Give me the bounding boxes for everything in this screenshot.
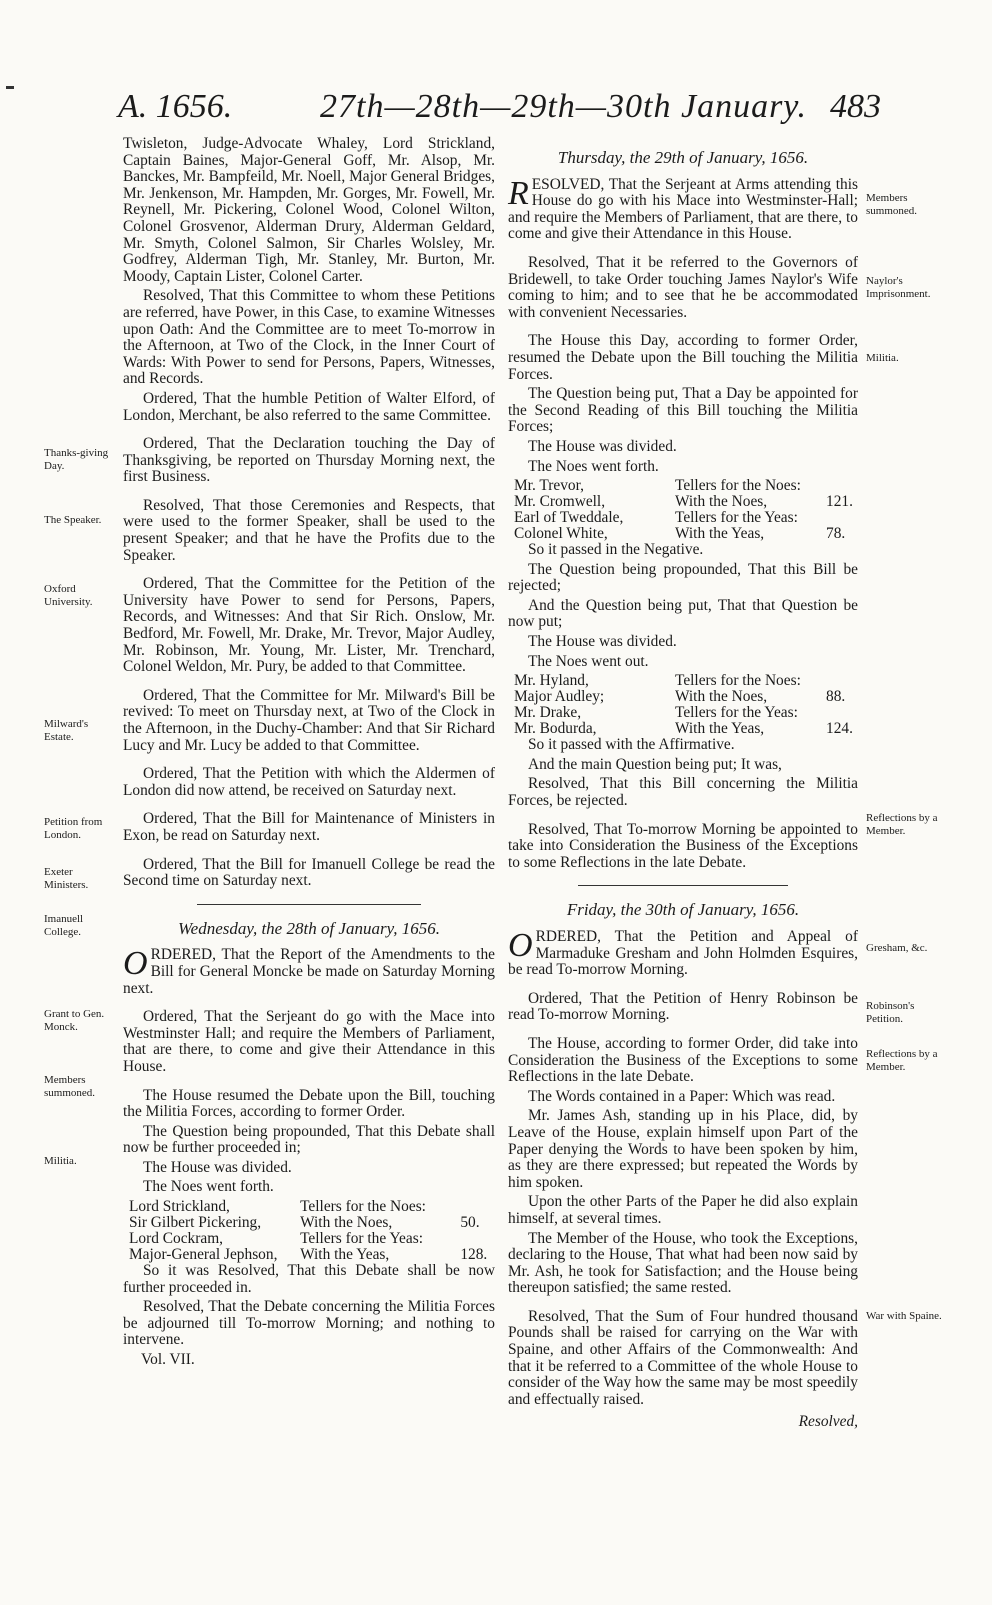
division-table [514, 478, 864, 542]
division-count [456, 1231, 501, 1247]
house-divided: The House was divided. [143, 1158, 292, 1176]
noes-went-forth: The Noes went forth. [528, 457, 659, 475]
division-row [514, 526, 864, 542]
margin-note-imanuell: Imanuell College. [44, 913, 84, 938]
section-divider [578, 885, 788, 886]
resolution-speaker: Resolved, That those Ceremonies and Respects, that were used to the former Speaker, shall be used to the present Speaker; and that he have the Profits due to the Speaker. [123, 496, 495, 564]
drop-cap: O [508, 927, 533, 964]
resolution-witnesses: Resolved, That this Committee to whom these Petitions are referred, have Power, in this Case, to examine Witnesses upon Oath: And the Committee are to meet To-morrow in the Afternoon, at Two of the Clock, in the Inner Court of Wards: With Power to send for Persons, Papers, Witnesses, and Records. [123, 287, 495, 388]
division-count: 78. [826, 525, 846, 543]
order-moncke-report: RDERED, That the Report of the Amendments to the Bill for General Moncke be made on Saturday Morning next. [123, 946, 495, 997]
teller-name: Sir Gilbert Pickering, [129, 1214, 262, 1232]
margin-note-gresham: Gresham, &c. [866, 942, 928, 954]
division-count [822, 510, 864, 526]
margin-note-exeter: Exeter Ministers. [44, 866, 89, 891]
order-elford-petition: Ordered, That the humble Petition of Walter Elford, of London, Merchant, be also referred to the same Committee. [123, 389, 495, 424]
margin-note-war-spaine: War with Spaine. [866, 1310, 942, 1322]
order-serjeant-mace: Ordered, That the Serjeant do go with the Mace into Westminster Hall; and require the Members of Parliament, that are there, to come and give their Attendance in this House. [123, 1008, 495, 1075]
margin-note-monck: Grant to Gen. Monck. [44, 1008, 105, 1033]
teller-name: Mr. Bodurda, [514, 720, 597, 738]
teller-role: Tellers for the Yeas: [300, 1230, 423, 1248]
margin-note-members: Members summoned. [44, 1074, 96, 1099]
header-year: A. 1656. [118, 88, 233, 125]
left-column [123, 136, 495, 1372]
teller-role: With the Yeas, [675, 525, 765, 543]
page-header [0, 88, 992, 138]
drop-cap: R [508, 174, 529, 212]
margin-note-robinson: Robinson's Petition. [866, 1000, 915, 1025]
teller-name: Lord Cockram, [129, 1230, 224, 1248]
margin-note-petition-london: Petition from London. [44, 816, 103, 841]
noes-went-forth: The Noes went forth. [143, 1178, 274, 1196]
division-count [822, 705, 864, 721]
margin-note-oxford: Oxford University. [44, 583, 93, 608]
member-satisfied: The Member of the House, who took the Exceptions, declaring to the House, That what had been now said by Mr. Ash, he took for Satisfaction; and the House being thereupon satisfied; the same rested. [508, 1229, 858, 1297]
teller-name: Mr. Cromwell, [514, 493, 606, 511]
order-thanksgiving: Ordered, That the Declaration touching the Day of Thanksgiving, be reported on Thursday Morning next, the first Business. [123, 435, 495, 486]
volume-footer: Vol. VII. [141, 1351, 195, 1369]
noes-went-out: The Noes went out. [528, 652, 649, 670]
right-column [508, 150, 858, 1431]
teller-role: Tellers for the Noes: [675, 672, 801, 690]
division-row [514, 478, 864, 494]
division-row [129, 1215, 501, 1231]
resolution-serjeant-mace: ESOLVED, That the Serjeant at Arms attending this House do go with his Mace into Westminster-Hall; and require the Members of Parliament, that are there, to come and give their Attendance in this House. [508, 175, 858, 243]
teller-name: Major Audley; [514, 688, 605, 706]
ash-explanation: Mr. James Ash, standing up in his Place, did, by Leave of the House, explain himself upon Part of the Paper denying the Words to have been spoken by him, as they are there expressed; but repeated the Words by him spoken. [508, 1107, 858, 1191]
resolution-naylor: Resolved, That it be referred to the Governors of Bridewell, to take Order touching James Naylor's Wife coming to him; and to see that he be accommodated with convenient Necessaries. [508, 253, 858, 321]
division-row [129, 1231, 501, 1247]
division-count: 128. [460, 1246, 488, 1264]
division-count [822, 673, 864, 689]
teller-role: With the Yeas, [300, 1246, 390, 1264]
division-count [822, 478, 864, 494]
teller-role: With the Noes, [675, 493, 768, 511]
margin-note-thanksgiving: Thanks-giving Day. [44, 447, 109, 472]
teller-name: Lord Strickland, [129, 1198, 230, 1216]
question-now-put: And the Question being put, That that Question be now put; [508, 596, 858, 631]
question-second-reading: The Question being put, That a Day be appointed for the Second Reading of this Bill touching the Militia Forces; [508, 385, 858, 436]
margin-note-naylor: Naylor's Imprisonment. [866, 275, 931, 300]
division-count: 124. [826, 720, 853, 738]
division-row [514, 510, 864, 526]
militia-question: The Question being propounded, That this Debate shall now be further proceeded in; [123, 1122, 495, 1157]
words-in-paper: The Words contained in a Paper: Which was read. [528, 1087, 836, 1105]
division-row [514, 673, 864, 689]
margin-note-militia-right: Militia. [866, 352, 899, 364]
order-oxford-university: Ordered, That the Committee for the Petition of the University have Power to send for Persons, Papers, Records, and Witnesses: And that Sir Rich. Onslow, Mr. Bedford, Mr. Fowell, Mr. Drake, Mr. Trevor, Major Audley, Mr. Robinson, Mr. Young, Mr. Lister, Mr. Trenchard, Colonel Weldon, Mr. Pury, be added to that Committee. [123, 575, 495, 676]
house-divided: The House was divided. [528, 633, 677, 651]
division-table [129, 1199, 501, 1263]
teller-name: Major-General Jephson, [129, 1246, 278, 1264]
heading-friday: Friday, the 30th of January, 1656. [566, 900, 800, 920]
margin-note-speaker: The Speaker. [44, 514, 102, 526]
house-divided: The House was divided. [528, 437, 677, 455]
section-divider [197, 904, 420, 905]
division-count: 121. [826, 493, 853, 511]
division-count: 50. [460, 1214, 480, 1232]
division-row [514, 721, 864, 737]
division-row [514, 494, 864, 510]
margin-note-militia: Militia. [44, 1155, 77, 1167]
order-robinson-petition: Ordered, That the Petition of Henry Robinson be read To-morrow Morning. [508, 989, 858, 1024]
division-count [456, 1199, 501, 1215]
teller-role: Tellers for the Yeas: [675, 509, 798, 527]
teller-name: Colonel White, [514, 525, 608, 543]
heading-thursday: Thursday, the 29th of January, 1656. [557, 148, 809, 167]
order-imanuell-college: Ordered, That the Bill for Imanuell College be read the Second time on Saturday next. [123, 855, 495, 890]
division-row [129, 1199, 501, 1215]
teller-name: Mr. Hyland, [514, 672, 589, 690]
militia-debate-resumed: The House this Day, according to former Order, resumed the Debate upon the Bill touching the Militia Forces. [508, 332, 858, 383]
teller-name: Mr. Drake, [514, 704, 582, 722]
teller-role: With the Yeas, [675, 720, 765, 738]
division-table [514, 673, 864, 737]
order-exon-ministers: Ordered, That the Bill for Maintenance of Ministers in Exon, be read on Saturday next. [123, 810, 495, 844]
ash-further: Upon the other Parts of the Paper he did also explain himself, at several times. [508, 1193, 858, 1227]
main-question-put: And the main Question being put; It was, [528, 755, 782, 773]
resolution-reflections: Resolved, That To-morrow Morning be appointed to take into Consideration the Business of the Exceptions to some Reflections in the late Debate. [508, 820, 858, 871]
margin-note-reflections-2: Reflections by a Member. [866, 1048, 938, 1073]
division-row [129, 1247, 501, 1263]
teller-name: Earl of Tweddale, [514, 509, 624, 527]
passed-negative: So it passed in the Negative. [528, 541, 704, 559]
resolution-bill-rejected: Resolved, That this Bill concerning the Militia Forces, be rejected. [508, 775, 858, 810]
division-row [514, 689, 864, 705]
resolved-proceeded: So it was Resolved, That this Debate shall be now further proceeded in. [123, 1262, 495, 1296]
teller-role: With the Noes, [675, 688, 768, 706]
order-aldermen-petition: Ordered, That the Petition with which the Aldermen of London did now attend, be received on Saturday next. [123, 765, 495, 799]
heading-wednesday: Wednesday, the 28th of January, 1656. [178, 918, 440, 938]
margin-note-reflections: Reflections by a Member. [866, 812, 938, 837]
teller-role: With the Noes, [300, 1214, 393, 1232]
division-count: 88. [826, 688, 846, 706]
militia-debate-resumed: The House resumed the Debate upon the Bill, touching the Militia Forces, according to former Order. [123, 1086, 495, 1121]
drop-cap: O [123, 945, 148, 983]
teller-name: Mr. Trevor, [514, 477, 584, 495]
header-dates: 27th—28th—29th—30th January. [320, 88, 808, 125]
teller-role: Tellers for the Noes: [300, 1198, 426, 1216]
question-rejected: The Question being propounded, That this Bill be rejected; [508, 560, 858, 595]
teller-role: Tellers for the Yeas: [675, 704, 798, 722]
resolved-adjourned: Resolved, That the Debate concerning the Militia Forces be adjourned till To-morrow Morning; and nothing to intervene. [123, 1298, 495, 1349]
teller-role: Tellers for the Noes: [675, 477, 801, 495]
resolution-war-spaine: Resolved, That the Sum of Four hundred thousand Pounds shall be raised for carrying on the War with Spaine, and other Affairs of the Commonwealth: And that it be referred to a Committee of the whole House to consider of the Way how the same may be most speedily and effectually raised. [508, 1307, 858, 1408]
order-milward-bill: Ordered, That the Committee for Mr. Milward's Bill be revived: To meet on Thursday next, at Two of the Clock in the Afternoon, in the Duchy-Chamber: And that Sir Richard Lucy and Mr. Lucy be added to that Committee. [123, 686, 495, 754]
page-number: 483 [830, 88, 881, 125]
passed-affirmative: So it passed with the Affirmative. [528, 736, 735, 754]
exceptions-consideration: The House, according to former Order, did take into Consideration the Business of the Exceptions to some Reflections in the late Debate. [508, 1034, 858, 1086]
margin-note-members-summoned: Members summoned. [866, 192, 918, 217]
margin-note-milward: Milward's Estate. [44, 718, 89, 743]
division-row [514, 705, 864, 721]
catchword: Resolved, [798, 1413, 858, 1431]
committee-members-list: Twisleton, Judge-Advocate Whaley, Lord Strickland, Captain Baines, Major-General Goff, Mr. Alsop, Mr. Banckes, Mr. Bampfeild, Mr. Noell, Major General Bridges, Mr. Jenkenson, Mr. Hampden, Mr. Gorges, Mr. Fowell, Mr. Reynell, Mr. Pickering, Colonel Wood, Colonel Wilton, Colonel Grosvenor, Alderman Drury, Alderman Geldard, Mr. Smyth, Colonel Salmon, Sir Charles Wolsley, Mr. Godfrey, Alderman Tigh, Mr. Stanley, Mr. Burton, Mr. Moody, Captain Lister, Colonel Carter. [123, 135, 495, 285]
order-gresham-petition: RDERED, That the Petition and Appeal of Marmaduke Gresham and John Holmden Esquires, be read To-morrow Morning. [508, 928, 858, 979]
